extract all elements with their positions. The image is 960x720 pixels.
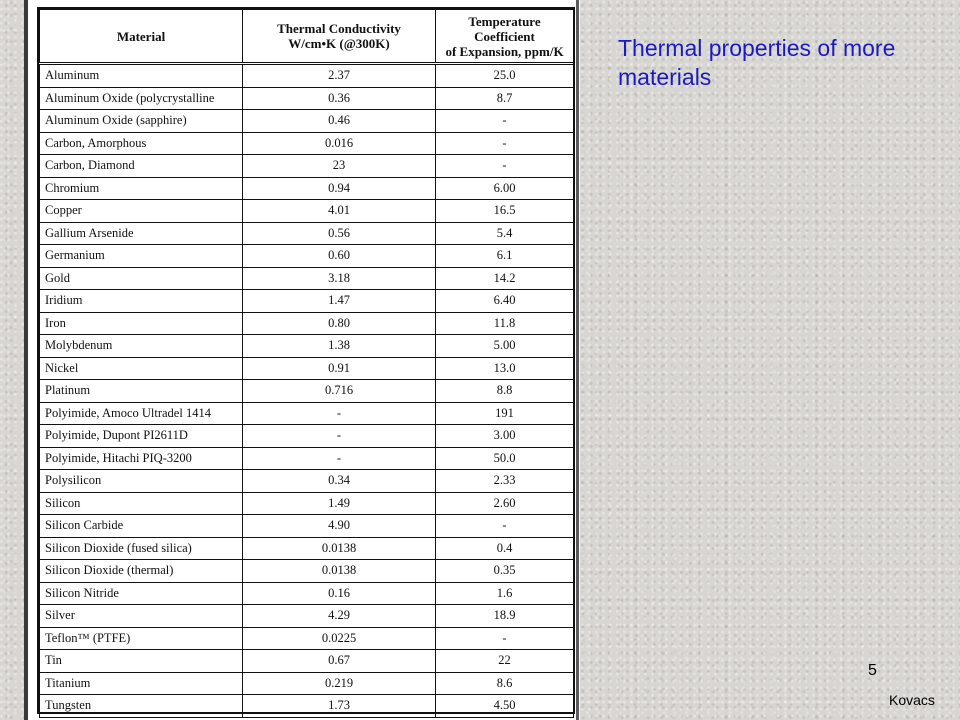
thermal-properties-table: [39, 9, 574, 718]
cell-expansion-coefficient: 4.50: [436, 695, 574, 718]
cell-expansion-coefficient: 6.40: [436, 290, 574, 313]
table-row: [40, 515, 574, 538]
slide-title: Thermal properties of more materials: [618, 35, 896, 90]
cell-expansion-coefficient: 11.8: [436, 312, 574, 335]
table-row: [40, 695, 574, 718]
cell-thermal-conductivity: 0.34: [243, 470, 436, 493]
table-row: [40, 650, 574, 673]
cell-material: Nickel: [40, 357, 243, 380]
cell-thermal-conductivity: -: [243, 425, 436, 448]
table-row: [40, 357, 574, 380]
cell-thermal-conductivity: 1.49: [243, 492, 436, 515]
cell-expansion-coefficient: -: [436, 132, 574, 155]
cell-thermal-conductivity: 0.80: [243, 312, 436, 335]
table-row: [40, 627, 574, 650]
table-header-row: [40, 10, 574, 64]
cell-expansion-coefficient: -: [436, 515, 574, 538]
cell-expansion-coefficient: 6.00: [436, 177, 574, 200]
cell-expansion-coefficient: 3.00: [436, 425, 574, 448]
cell-material: Aluminum Oxide (sapphire): [40, 110, 243, 133]
cell-expansion-coefficient: 13.0: [436, 357, 574, 380]
table-row: [40, 402, 574, 425]
cell-thermal-conductivity: 0.46: [243, 110, 436, 133]
cell-thermal-conductivity: 4.01: [243, 200, 436, 223]
cell-material: Carbon, Diamond: [40, 155, 243, 178]
cell-material: Polyimide, Amoco Ultradel 1414: [40, 402, 243, 425]
cell-thermal-conductivity: 1.73: [243, 695, 436, 718]
cell-thermal-conductivity: -: [243, 402, 436, 425]
cell-thermal-conductivity: 0.60: [243, 245, 436, 268]
cell-material: Silver: [40, 605, 243, 628]
cell-thermal-conductivity: 1.38: [243, 335, 436, 358]
cell-material: Iridium: [40, 290, 243, 313]
cell-expansion-coefficient: 18.9: [436, 605, 574, 628]
table-row: [40, 87, 574, 110]
header-thermal-conductivity: Thermal Conductivity W/cm•K (@300K): [243, 10, 436, 64]
cell-thermal-conductivity: 0.0138: [243, 537, 436, 560]
cell-material: Gallium Arsenide: [40, 222, 243, 245]
table-row: [40, 290, 574, 313]
cell-material: Silicon: [40, 492, 243, 515]
cell-thermal-conductivity: 0.219: [243, 672, 436, 695]
cell-expansion-coefficient: 6.1: [436, 245, 574, 268]
cell-material: Polyimide, Hitachi PIQ-3200: [40, 447, 243, 470]
table-row: [40, 560, 574, 583]
cell-thermal-conductivity: 0.91: [243, 357, 436, 380]
header-material: Material: [40, 10, 243, 64]
cell-material: Tin: [40, 650, 243, 673]
cell-thermal-conductivity: 0.0138: [243, 560, 436, 583]
cell-material: Platinum: [40, 380, 243, 403]
table-body: [40, 64, 574, 718]
cell-material: Aluminum Oxide (polycrystalline: [40, 87, 243, 110]
cell-material: Tungsten: [40, 695, 243, 718]
cell-thermal-conductivity: 0.67: [243, 650, 436, 673]
thermal-properties-table-frame: [37, 7, 575, 714]
cell-expansion-coefficient: 8.6: [436, 672, 574, 695]
cell-thermal-conductivity: 0.94: [243, 177, 436, 200]
cell-thermal-conductivity: 4.29: [243, 605, 436, 628]
table-row: [40, 492, 574, 515]
cell-expansion-coefficient: -: [436, 155, 574, 178]
cell-expansion-coefficient: 8.7: [436, 87, 574, 110]
cell-thermal-conductivity: 0.716: [243, 380, 436, 403]
cell-expansion-coefficient: -: [436, 110, 574, 133]
cell-thermal-conductivity: 23: [243, 155, 436, 178]
cell-material: Polysilicon: [40, 470, 243, 493]
cell-thermal-conductivity: 1.47: [243, 290, 436, 313]
cell-material: Silicon Carbide: [40, 515, 243, 538]
cell-expansion-coefficient: 2.60: [436, 492, 574, 515]
cell-expansion-coefficient: 50.0: [436, 447, 574, 470]
cell-expansion-coefficient: 8.8: [436, 380, 574, 403]
cell-material: Teflon™ (PTFE): [40, 627, 243, 650]
cell-material: Silicon Nitride: [40, 582, 243, 605]
cell-thermal-conductivity: -: [243, 447, 436, 470]
cell-thermal-conductivity: 0.0225: [243, 627, 436, 650]
table-row: [40, 470, 574, 493]
cell-expansion-coefficient: 2.33: [436, 470, 574, 493]
cell-material: Iron: [40, 312, 243, 335]
table-row: [40, 132, 574, 155]
header-expansion-coefficient: Temperature Coefficient of Expansion, ppm/K: [436, 10, 574, 64]
cell-expansion-coefficient: 5.4: [436, 222, 574, 245]
cell-material: Polyimide, Dupont PI2611D: [40, 425, 243, 448]
cell-thermal-conductivity: 4.90: [243, 515, 436, 538]
table-row: [40, 672, 574, 695]
cell-material: Silicon Dioxide (thermal): [40, 560, 243, 583]
cell-material: Copper: [40, 200, 243, 223]
table-row: [40, 64, 574, 88]
table-row: [40, 447, 574, 470]
cell-expansion-coefficient: 22: [436, 650, 574, 673]
cell-expansion-coefficient: 16.5: [436, 200, 574, 223]
cell-thermal-conductivity: 0.36: [243, 87, 436, 110]
cell-material: Molybdenum: [40, 335, 243, 358]
cell-thermal-conductivity: 0.16: [243, 582, 436, 605]
cell-material: Germanium: [40, 245, 243, 268]
table-row: [40, 155, 574, 178]
table-row: [40, 537, 574, 560]
cell-expansion-coefficient: 0.35: [436, 560, 574, 583]
cell-material: Aluminum: [40, 64, 243, 88]
cell-material: Chromium: [40, 177, 243, 200]
table-row: [40, 335, 574, 358]
table-row: [40, 380, 574, 403]
cell-expansion-coefficient: 25.0: [436, 64, 574, 88]
cell-material: Gold: [40, 267, 243, 290]
cell-expansion-coefficient: -: [436, 627, 574, 650]
table-row: [40, 312, 574, 335]
cell-expansion-coefficient: 5.00: [436, 335, 574, 358]
table-row: [40, 425, 574, 448]
table-row: [40, 110, 574, 133]
cell-material: Silicon Dioxide (fused silica): [40, 537, 243, 560]
table-row: [40, 605, 574, 628]
cell-material: Titanium: [40, 672, 243, 695]
cell-expansion-coefficient: 14.2: [436, 267, 574, 290]
scan-right-edge: [576, 0, 579, 720]
cell-thermal-conductivity: 0.56: [243, 222, 436, 245]
cell-thermal-conductivity: 0.016: [243, 132, 436, 155]
cell-expansion-coefficient: 191: [436, 402, 574, 425]
cell-thermal-conductivity: 2.37: [243, 64, 436, 88]
table-row: [40, 245, 574, 268]
page-number: 5: [868, 662, 877, 679]
table-row: [40, 200, 574, 223]
cell-material: Carbon, Amorphous: [40, 132, 243, 155]
cell-thermal-conductivity: 3.18: [243, 267, 436, 290]
author-label: Kovacs: [889, 692, 935, 708]
scan-left-edge: [24, 0, 28, 720]
table-row: [40, 267, 574, 290]
cell-expansion-coefficient: 0.4: [436, 537, 574, 560]
cell-expansion-coefficient: 1.6: [436, 582, 574, 605]
table-row: [40, 582, 574, 605]
table-row: [40, 177, 574, 200]
table-row: [40, 222, 574, 245]
